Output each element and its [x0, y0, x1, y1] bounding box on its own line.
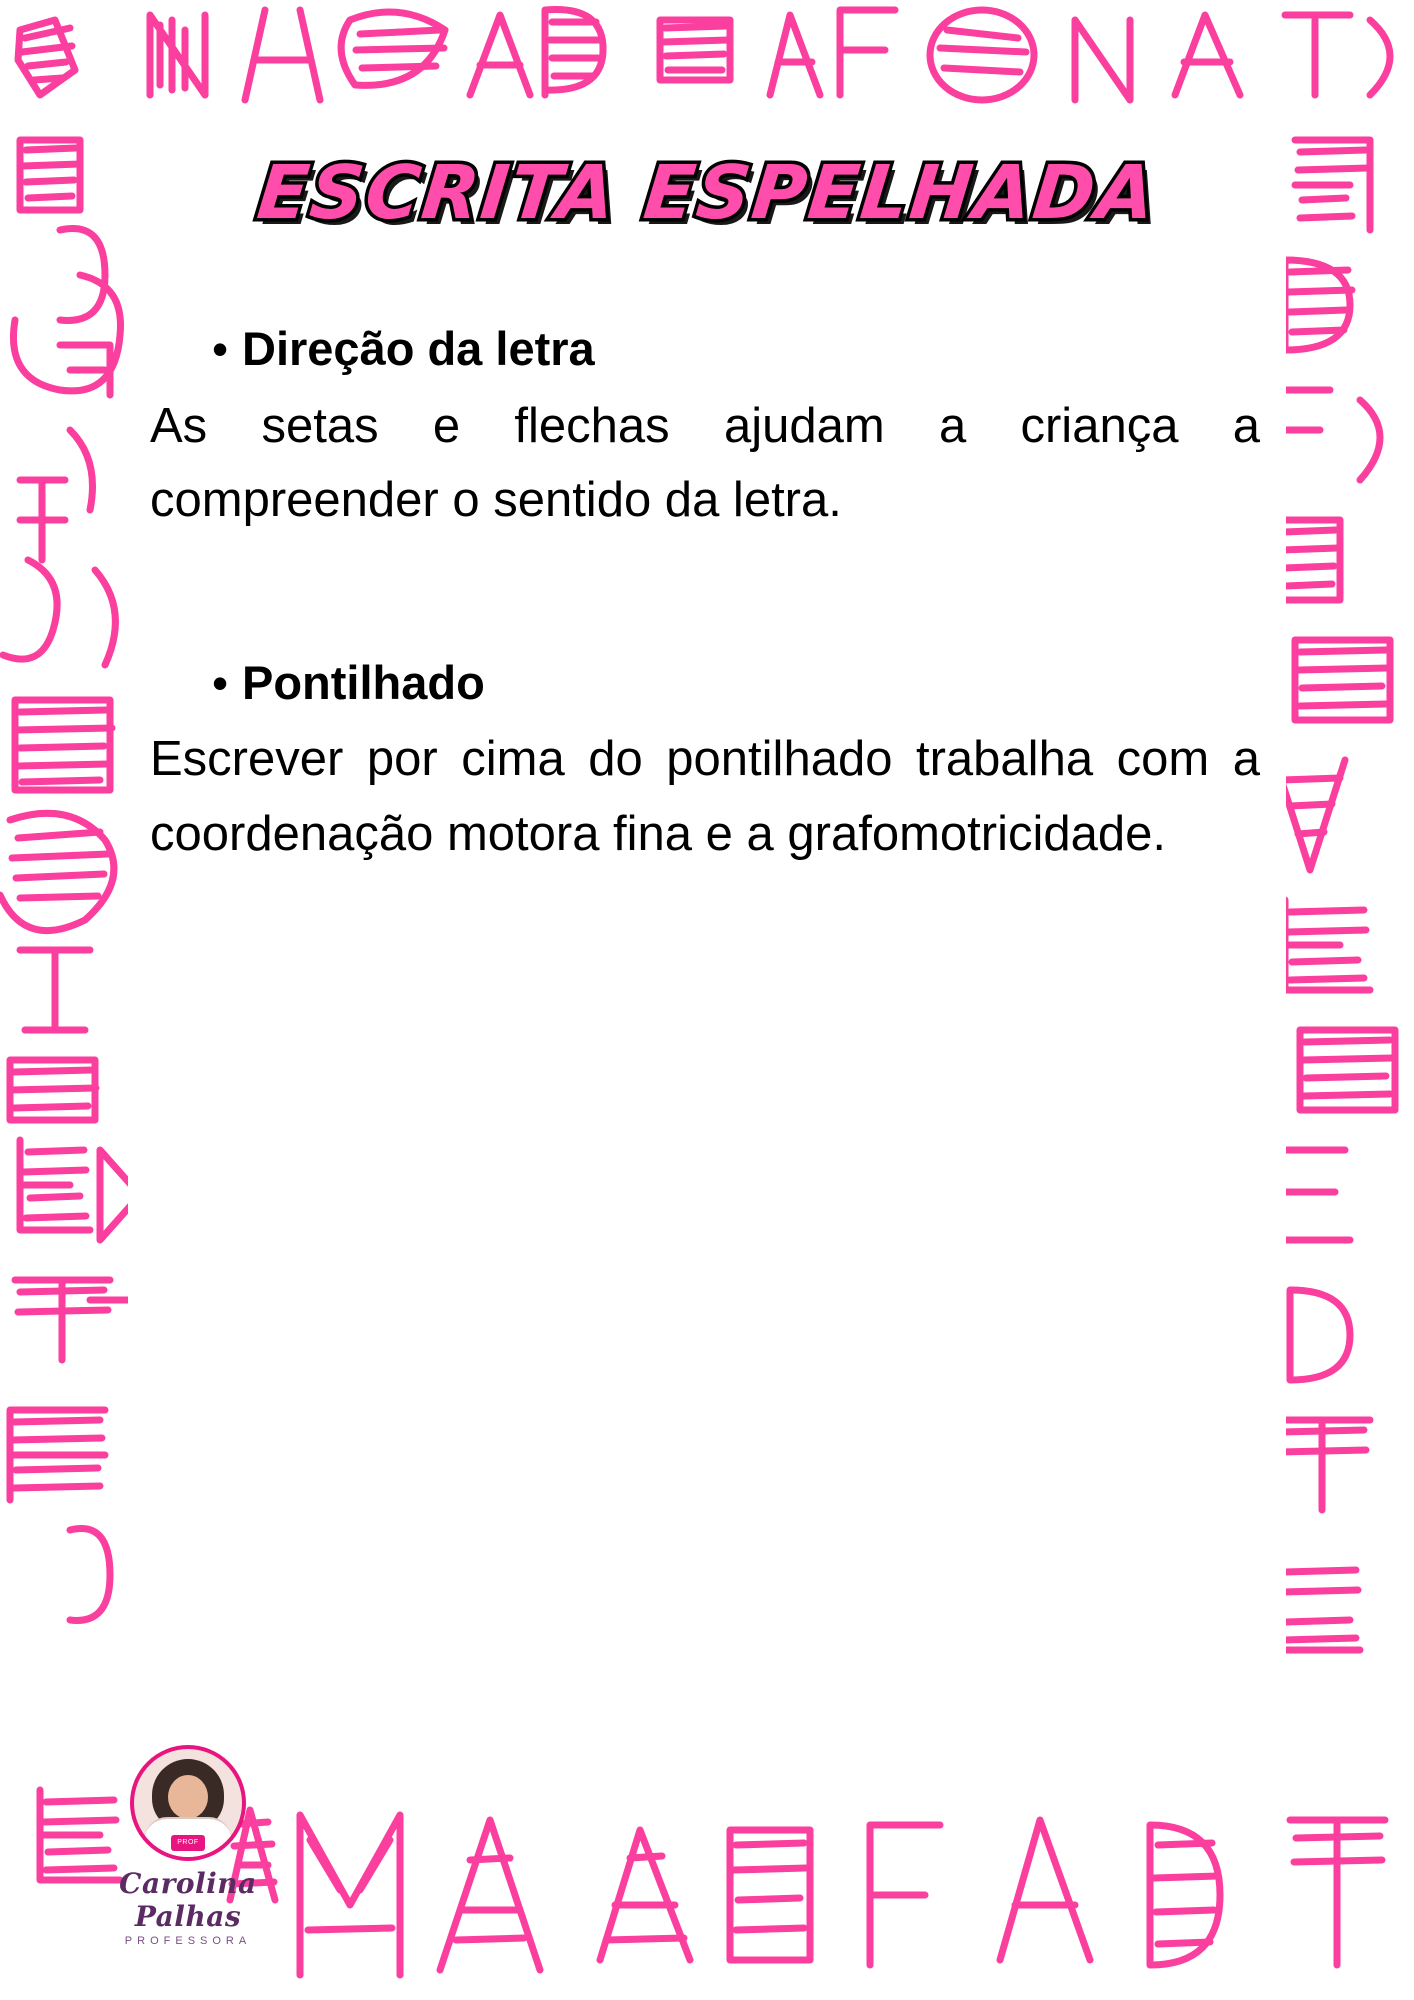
section-body-text: Escrever por cima do pontilhado trabalha com a coordenação motora fina e a grafomotricidade. [150, 732, 1260, 861]
brand-name: Carolina Palhas [119, 1867, 257, 1933]
bullet-icon: • [212, 323, 229, 375]
avatar [130, 1745, 246, 1861]
content-body [150, 320, 1260, 931]
page-title: ESCRITA ESPELHADA [253, 150, 1161, 236]
footer-brand-logo [78, 1745, 298, 1947]
avatar-badge: PROF [171, 1835, 205, 1851]
page-title-wrapper [0, 150, 1414, 236]
section-heading-row [150, 320, 1260, 379]
section-spacer [150, 598, 1260, 654]
section-pontilhado [150, 654, 1260, 872]
section-heading-row [150, 654, 1260, 713]
bullet-icon: • [212, 656, 229, 709]
brand-subtitle: PROFESSORA [124, 1935, 252, 1947]
section-direcao-da-letra [150, 320, 1260, 538]
section-heading: Direção da letra [242, 322, 595, 375]
avatar-face-shape [168, 1775, 208, 1819]
section-body-text: As setas e flechas ajudam a criança a compreender o sentido da letra. [150, 398, 1260, 528]
section-heading: Pontilhado [242, 655, 485, 709]
